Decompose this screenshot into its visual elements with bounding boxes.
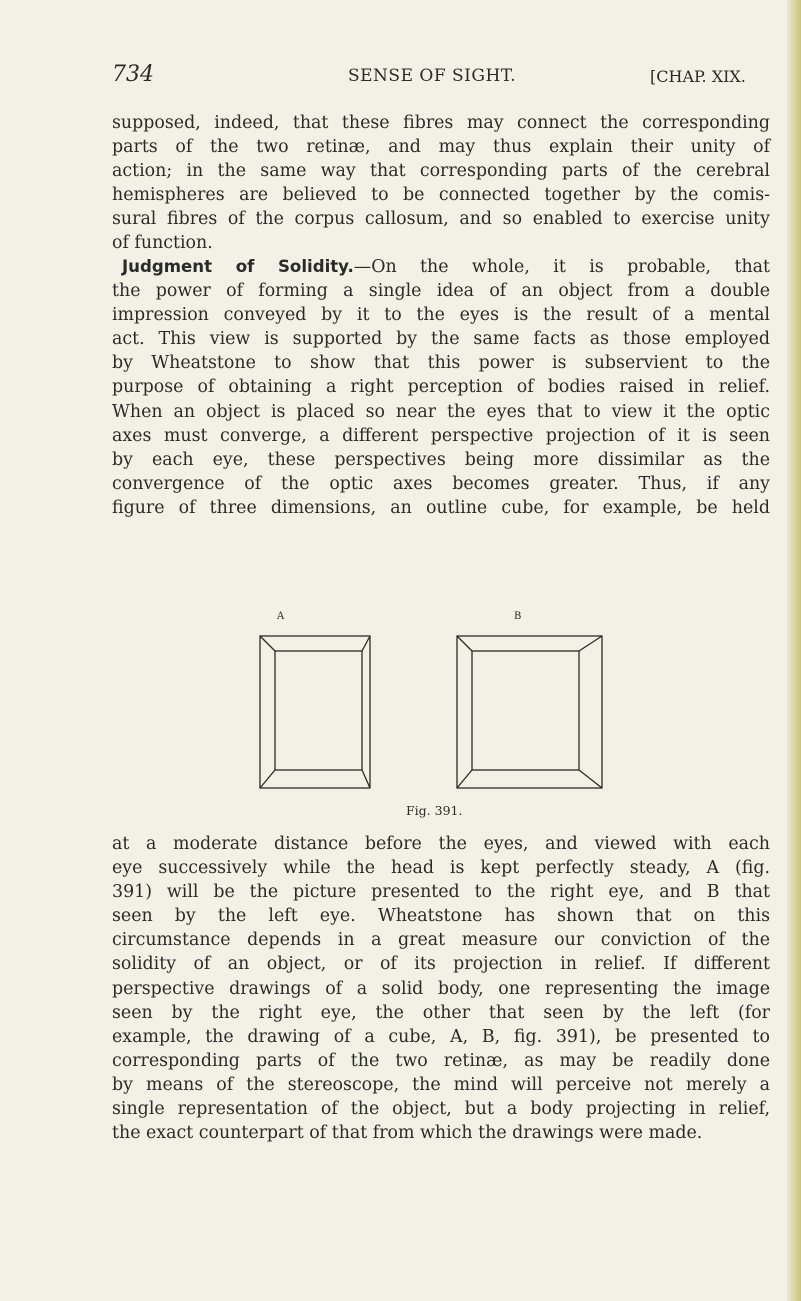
stereoscopic-cube-drawings [250, 602, 630, 802]
figure-caption: Fig. 391. [406, 803, 463, 818]
figure-label-a: A [277, 611, 285, 622]
text-line: impression conveyed by it to the eyes is the result of a mental [112, 305, 770, 326]
text-line: by means of the stereoscope, the mind will perceive not merely a [112, 1074, 770, 1095]
text-line: sural fibres of the corpus callosum, and so enabled to exercise unity [112, 209, 770, 230]
page-number: 734 [112, 62, 154, 87]
text-line: single representation of the object, but a body projecting in relief, [112, 1099, 770, 1120]
paragraph-1 [112, 111, 770, 256]
text-line: hemispheres are believed to be connected together by the comis- [112, 185, 770, 206]
cube-drawing-a [260, 636, 370, 788]
text-line: the exact counterpart of that from which the drawings were made. [112, 1123, 703, 1144]
figure-391 [250, 602, 630, 822]
text-line: corresponding parts of the two retinæ, as may be readily done [112, 1050, 770, 1071]
chapter-reference: [CHAP. XIX. [650, 67, 746, 86]
text-line: parts of the two retinæ, and may thus explain their unity of [112, 137, 770, 158]
text-line: example, the drawing of a cube, A, B, fig. 391), be presented to [112, 1026, 770, 1047]
text-line: of function. [112, 233, 213, 254]
cube-drawing-b [457, 636, 602, 788]
text-line: convergence of the optic axes becomes greater. Thus, if any [112, 473, 770, 494]
text-line: by Wheatstone to show that this power is subservient to the [112, 353, 770, 374]
running-header [112, 64, 768, 94]
text-line: purpose of obtaining a right perception of bodies raised in relief. [112, 377, 770, 398]
text-line: When an object is placed so near the eyes that to view it the optic [112, 401, 770, 422]
text-line: 391) will be the picture presented to the right eye, and B that [112, 882, 770, 903]
text-line: solidity of an object, or of its projection in relief. If different [112, 954, 770, 975]
text-line: act. This view is supported by the same facts as those employed [112, 329, 770, 350]
text-line: figure of three dimensions, an outline cube, for example, be held [112, 497, 770, 518]
text-line: the power of forming a single idea of an object from a double [112, 281, 770, 302]
text-line: action; in the same way that corresponding parts of the cerebral [112, 161, 770, 182]
text-line: perspective drawings of a solid body, one representing the image [112, 978, 770, 999]
text-line [112, 255, 770, 279]
running-title: SENSE OF SIGHT. [348, 66, 517, 86]
text-line: seen by the left eye. Wheatstone has shown that on this [112, 906, 770, 927]
text-line: supposed, indeed, that these fibres may connect the corresponding [112, 113, 770, 133]
paragraph-2 [112, 255, 770, 520]
paragraph-3 [112, 832, 770, 1145]
figure-label-b: B [514, 611, 522, 622]
text-line: at a moderate distance before the eyes, and viewed with each [112, 834, 770, 854]
page-edge-shadow [787, 0, 801, 1301]
text-line: seen by the right eye, the other that seen by the left (for [112, 1002, 770, 1023]
text-line: circumstance depends in a great measure our conviction of the [112, 930, 770, 951]
text-line: eye successively while the head is kept perfectly steady, A (fig. [112, 858, 770, 879]
text-line: by each eye, these perspectives being more dissimilar as the [112, 449, 770, 470]
text-run: —On the whole, it is probable, that [353, 257, 771, 277]
text-line: axes must converge, a different perspective projection of it is seen [112, 425, 770, 446]
section-heading: Judgment of Solidity. [122, 257, 354, 276]
